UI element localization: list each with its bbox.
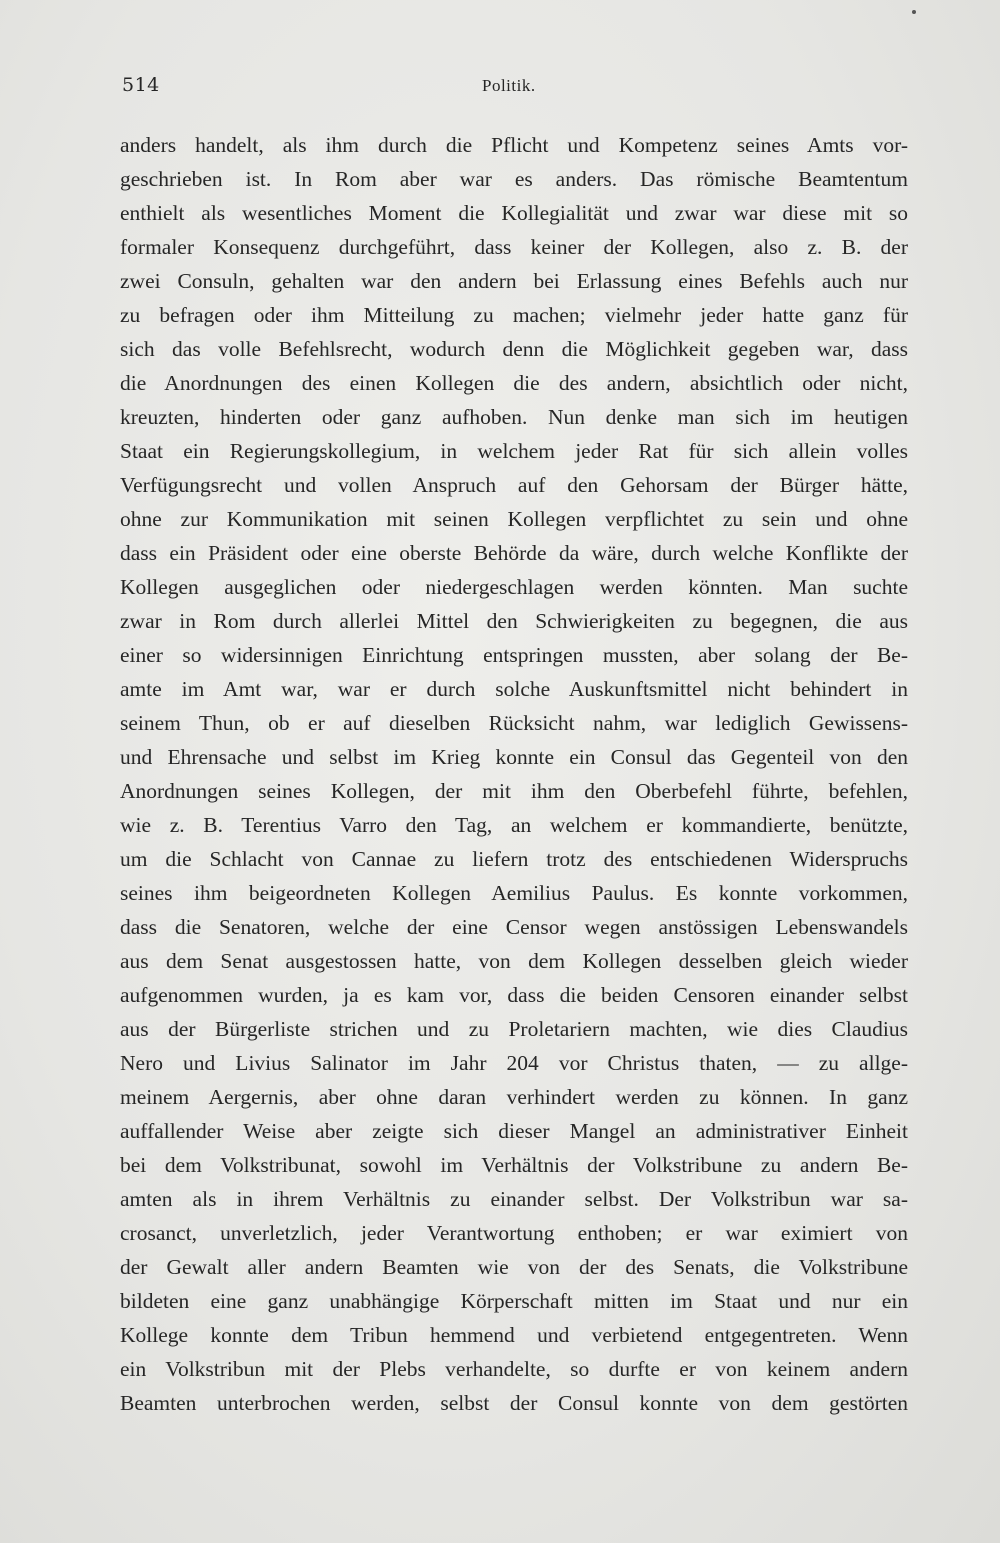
text-line: amten als in ihrem Verhältnis zu einander selbst. Der Volkstribun war sa- bbox=[120, 1187, 908, 1211]
text-line: seinem Thun, ob er auf dieselben Rücksicht nahm, war lediglich Gewissens- bbox=[120, 711, 908, 735]
text-line: Kollegen ausgeglichen oder niedergeschlagen werden könnten. Man suchte bbox=[120, 575, 908, 599]
text-line: der Gewalt aller andern Beamten wie von der des Senats, die Volkstribune bbox=[120, 1255, 908, 1279]
text-line: Verfügungsrecht und vollen Anspruch auf den Gehorsam der Bürger hätte, bbox=[120, 473, 908, 497]
running-title: Politik. bbox=[482, 76, 536, 95]
text-line: die Anordnungen des einen Kollegen die des andern, absichtlich oder nicht, bbox=[120, 371, 908, 395]
text-line: seines ihm beigeordneten Kollegen Aemilius Paulus. Es konnte vorkommen, bbox=[120, 881, 908, 905]
text-line: zwei Consuln, gehalten war den andern bei Erlassung eines Befehls auch nur bbox=[120, 269, 908, 293]
text-line: ohne zur Kommunikation mit seinen Kollegen verpflichtet zu sein und ohne bbox=[120, 507, 908, 531]
text-line: einer so widersinnigen Einrichtung entspringen mussten, aber solang der Be- bbox=[120, 643, 908, 667]
text-line: dass die Senatoren, welche der eine Censor wegen anstössigen Lebenswandels bbox=[120, 915, 908, 939]
text-line: dass ein Präsident oder eine oberste Behörde da wäre, durch welche Konflikte der bbox=[120, 541, 908, 565]
text-line: zwar in Rom durch allerlei Mittel den Schwierigkeiten zu begegnen, die aus bbox=[120, 609, 908, 633]
text-line: Nero und Livius Salinator im Jahr 204 vor Christus thaten, — zu allge- bbox=[120, 1051, 908, 1075]
text-line: zu befragen oder ihm Mitteilung zu machen; vielmehr jeder hatte ganz für bbox=[120, 303, 908, 327]
text-line: um die Schlacht von Cannae zu liefern trotz des entschiedenen Widerspruchs bbox=[120, 847, 908, 871]
page-header bbox=[122, 74, 910, 104]
body-text bbox=[120, 128, 908, 1420]
text-line: formaler Konsequenz durchgeführt, dass keiner der Kollegen, also z. B. der bbox=[120, 235, 908, 259]
text-line: aus dem Senat ausgestossen hatte, von dem Kollegen desselben gleich wieder bbox=[120, 949, 908, 973]
text-line: kreuzten, hinderten oder ganz aufhoben. Nun denke man sich im heutigen bbox=[120, 405, 908, 429]
print-speck bbox=[912, 10, 916, 14]
text-line: crosanct, unverletzlich, jeder Verantwortung enthoben; er war eximiert von bbox=[120, 1221, 908, 1245]
text-line: bei dem Volkstribunat, sowohl im Verhältnis der Volkstribune zu andern Be- bbox=[120, 1153, 908, 1177]
text-line: wie z. B. Terentius Varro den Tag, an welchem er kommandierte, benützte, bbox=[120, 813, 908, 837]
text-line: meinem Aergernis, aber ohne daran verhindert werden zu können. In ganz bbox=[120, 1085, 908, 1109]
text-line: Staat ein Regierungskollegium, in welchem jeder Rat für sich allein volles bbox=[120, 439, 908, 463]
text-line: Beamten unterbrochen werden, selbst der Consul konnte von dem gestörten bbox=[120, 1391, 908, 1415]
text-line: und Ehrensache und selbst im Krieg konnte ein Consul das Gegenteil von den bbox=[120, 745, 908, 769]
text-line: aufgenommen wurden, ja es kam vor, dass die beiden Censoren einander selbst bbox=[120, 983, 908, 1007]
text-line: aus der Bürgerliste strichen und zu Proletariern machten, wie dies Claudius bbox=[120, 1017, 908, 1041]
text-line: geschrieben ist. In Rom aber war es anders. Das römische Beamtentum bbox=[120, 167, 908, 191]
text-line: sich das volle Befehlsrecht, wodurch denn die Möglichkeit gegeben war, dass bbox=[120, 337, 908, 361]
text-line: auffallender Weise aber zeigte sich dieser Mangel an administrativer Einheit bbox=[120, 1119, 908, 1143]
text-line: amte im Amt war, war er durch solche Auskunftsmittel nicht behindert in bbox=[120, 677, 908, 701]
text-line: Anordnungen seines Kollegen, der mit ihm den Oberbefehl führte, befehlen, bbox=[120, 779, 908, 803]
text-line: enthielt als wesentliches Moment die Kollegialität und zwar war diese mit so bbox=[120, 201, 908, 225]
text-line: bildeten eine ganz unabhängige Körperschaft mitten im Staat und nur ein bbox=[120, 1289, 908, 1313]
page-number: 514 bbox=[122, 74, 160, 96]
text-line: anders handelt, als ihm durch die Pflicht und Kompetenz seines Amts vor- bbox=[120, 133, 908, 157]
text-line: Kollege konnte dem Tribun hemmend und verbietend entgegentreten. Wenn bbox=[120, 1323, 908, 1347]
text-line: ein Volkstribun mit der Plebs verhandelte, so durfte er von keinem andern bbox=[120, 1357, 908, 1381]
